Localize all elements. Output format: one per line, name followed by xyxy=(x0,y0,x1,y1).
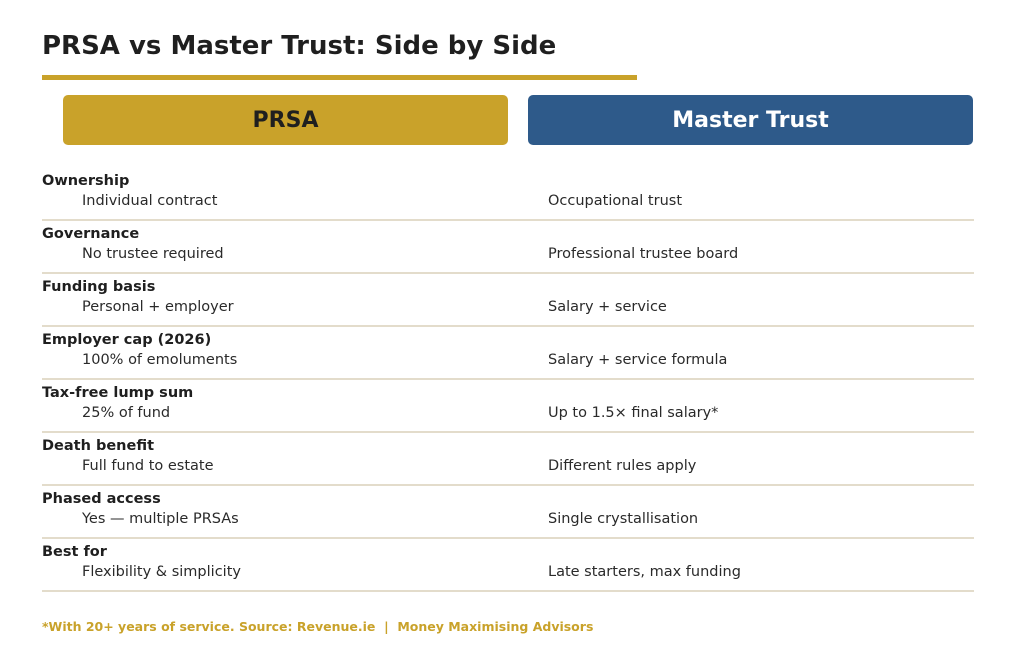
row-label: Death benefit xyxy=(42,438,155,454)
prsa-column-header: PRSA xyxy=(63,95,508,145)
master-trust-value: Salary + service xyxy=(548,299,667,315)
master-trust-value: Late starters, max funding xyxy=(548,564,741,580)
row-label: Funding basis xyxy=(42,279,156,295)
title-underline xyxy=(42,75,637,80)
row-label: Tax-free lump sum xyxy=(42,385,194,401)
prsa-value: Full fund to estate xyxy=(82,458,214,474)
page-title: PRSA vs Master Trust: Side by Side xyxy=(42,31,557,61)
comparison-table xyxy=(42,168,974,592)
master-trust-value: Single crystallisation xyxy=(548,511,699,527)
row-label: Best for xyxy=(42,544,107,560)
prsa-value: No trustee required xyxy=(82,246,224,262)
prsa-value: 25% of fund xyxy=(82,405,171,421)
table-row xyxy=(42,486,974,539)
table-row xyxy=(42,433,974,486)
row-label: Governance xyxy=(42,226,140,242)
table-row xyxy=(42,327,974,380)
table-row xyxy=(42,168,974,221)
master-trust-value: Occupational trust xyxy=(548,193,683,209)
row-label: Ownership xyxy=(42,173,130,189)
table-row xyxy=(42,221,974,274)
row-label: Phased access xyxy=(42,491,161,507)
master-trust-value: Different rules apply xyxy=(548,458,697,474)
table-row xyxy=(42,274,974,327)
prsa-value: Yes — multiple PRSAs xyxy=(82,511,239,527)
row-label: Employer cap (2026) xyxy=(42,332,212,348)
master-trust-value: Up to 1.5× final salary* xyxy=(548,405,719,421)
prsa-value: Flexibility & simplicity xyxy=(82,564,241,580)
prsa-value: Personal + employer xyxy=(82,299,234,315)
prsa-value: Individual contract xyxy=(82,193,218,209)
master-trust-column-header: Master Trust xyxy=(528,95,973,145)
master-trust-value: Salary + service formula xyxy=(548,352,728,368)
master-trust-value: Professional trustee board xyxy=(548,246,739,262)
footnote: *With 20+ years of service. Source: Revenue.ie | Money Maximising Advisors xyxy=(42,619,594,634)
prsa-value: 100% of emoluments xyxy=(82,352,238,368)
table-row xyxy=(42,539,974,592)
table-row xyxy=(42,380,974,433)
